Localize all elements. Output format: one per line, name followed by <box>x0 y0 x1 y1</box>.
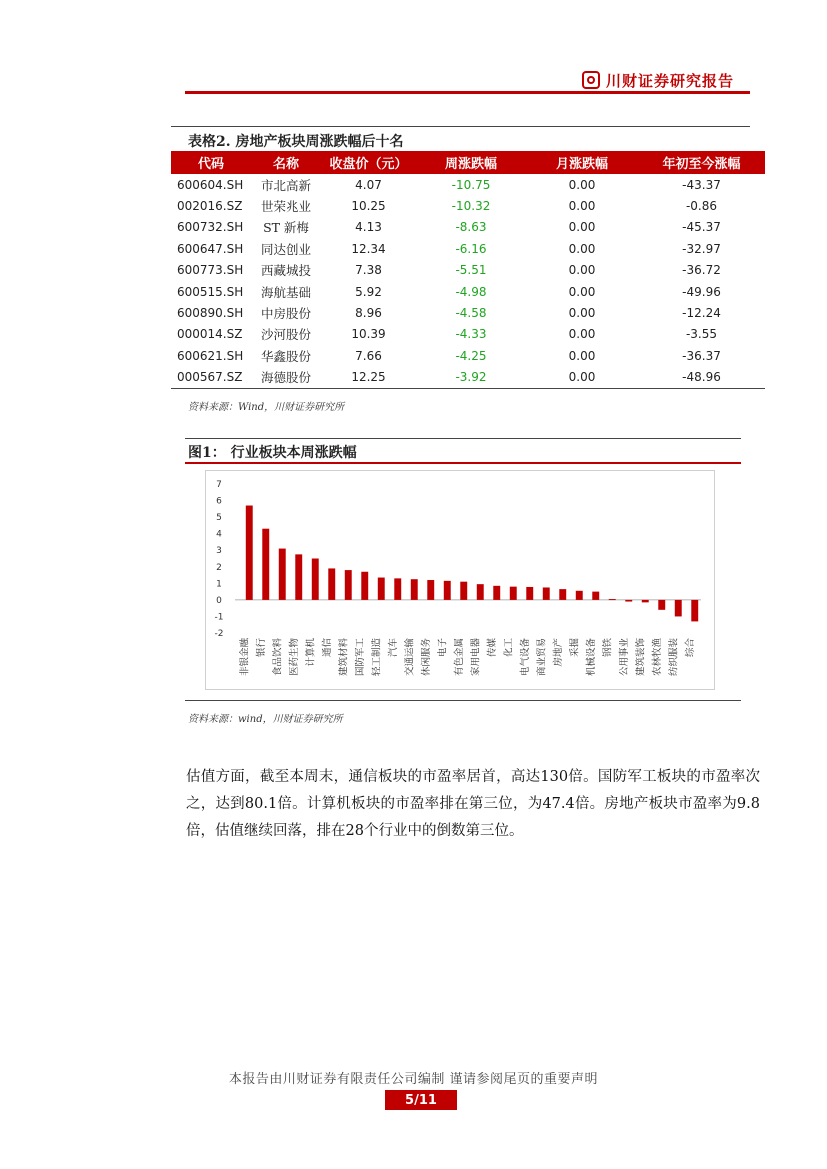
bar <box>295 554 302 600</box>
table-cell: 西藏城投 <box>260 263 311 279</box>
bar <box>543 587 550 599</box>
bar <box>592 592 599 600</box>
table-header-row <box>171 151 765 174</box>
table-top-rule <box>171 126 750 127</box>
bar <box>510 587 517 600</box>
category-label: 休闲服务 <box>420 638 432 677</box>
category-label: 公用事业 <box>618 638 630 677</box>
table-header-cell: 名称 <box>251 151 321 174</box>
category-label: 国防军工 <box>354 638 366 677</box>
table-cell: 沙河股份 <box>260 327 311 343</box>
table-cell: -4.98 <box>455 284 487 299</box>
table-header-cell: 月涨跌幅 <box>526 151 638 174</box>
table-cell: 000014.SZ <box>177 327 243 342</box>
category-label: 电子 <box>437 638 449 658</box>
bar <box>312 559 319 600</box>
table-cell: -45.37 <box>682 220 721 235</box>
category-label: 纺织服装 <box>668 638 680 677</box>
category-label: 电气设备 <box>519 638 531 677</box>
table-cell: 0.00 <box>568 177 596 192</box>
category-label: 机械设备 <box>585 638 597 677</box>
table-cell: -8.63 <box>455 220 487 235</box>
table-cell: 600732.SH <box>177 220 244 235</box>
category-label: 化工 <box>503 638 515 658</box>
table-header-cell: 收盘价（元） <box>321 151 416 174</box>
table-cell: -48.96 <box>638 367 765 389</box>
table-row <box>171 324 765 345</box>
bar <box>262 529 269 600</box>
table-cell: -36.37 <box>682 348 721 363</box>
table-cell: 海德股份 <box>251 367 321 389</box>
table-cell: 0.00 <box>568 199 596 214</box>
brand-logo-icon <box>582 71 600 89</box>
table-cell: -4.33 <box>455 327 487 342</box>
y-tick-label: 2 <box>216 562 222 573</box>
category-label: 轻工制造 <box>371 638 383 677</box>
table-row <box>171 195 765 216</box>
valuation-paragraph: 估值方面，截至本周末，通信板块的市盈率居首，高达130倍。国防军工板块的市盈率次之，达到80.1倍。计算机板块的市盈率排在第三位，为47.4倍。房地产板块市盈率为9.8倍，估值继续回落，排在28个行业中的倒数第三位。 <box>186 769 760 839</box>
table-cell: 0.00 <box>568 263 596 278</box>
category-label: 银行 <box>255 638 267 658</box>
category-label: 采掘 <box>569 638 581 658</box>
table-cell: -0.86 <box>685 199 718 214</box>
bar <box>460 582 467 600</box>
category-label: 医药生物 <box>288 638 300 677</box>
table-cell: 0.00 <box>568 327 596 342</box>
category-label: 综合 <box>684 638 696 658</box>
table-cell: 0.00 <box>568 348 596 363</box>
table-cell: -49.96 <box>682 284 721 299</box>
table-cell: -3.55 <box>685 327 718 342</box>
figure-top-rule <box>185 438 741 439</box>
brand-name: 川财证券研究报告 <box>606 71 735 90</box>
category-label: 有色金属 <box>453 638 465 677</box>
category-label: 食品饮料 <box>272 638 284 677</box>
table-cell: 世荣兆业 <box>260 199 311 215</box>
table-cell: 600773.SH <box>177 263 244 278</box>
table-cell: -4.58 <box>455 306 487 321</box>
table-cell: 600621.SH <box>177 348 244 363</box>
category-label: 传媒 <box>486 638 498 658</box>
table-cell: 同达创业 <box>260 241 311 257</box>
figure-source-note: 资料来源：wind，川财证券研究所 <box>188 714 343 725</box>
bar <box>361 572 368 600</box>
table-title: 表格2. 房地产板块周涨跌幅后十名 <box>188 134 404 150</box>
table-cell: 10.25 <box>351 199 386 214</box>
bar <box>691 600 698 622</box>
table-body <box>171 174 765 388</box>
table-cell: 600890.SH <box>177 306 244 321</box>
bar <box>675 600 682 617</box>
bar <box>493 586 500 600</box>
y-tick-label: 1 <box>216 579 222 590</box>
table-row <box>171 260 765 281</box>
bar <box>246 506 253 600</box>
table-row <box>171 174 765 195</box>
table-cell: 600515.SH <box>177 284 244 299</box>
y-tick-label: 5 <box>216 513 222 524</box>
table-header-cell: 周涨跌幅 <box>416 151 526 174</box>
table-cell: -43.37 <box>682 177 721 192</box>
figure-title-rule <box>185 462 741 464</box>
table-cell: 600604.SH <box>177 177 244 192</box>
page-number: 5/11 <box>385 1090 457 1110</box>
table-cell: 7.38 <box>355 263 382 278</box>
table-cell: 华鑫股份 <box>260 348 311 364</box>
table-cell: 0.00 <box>568 241 596 256</box>
table-row <box>171 281 765 302</box>
category-label: 房地产 <box>552 638 564 667</box>
table-row <box>171 302 765 323</box>
y-tick-label: 6 <box>216 496 222 507</box>
table-cell: 10.39 <box>351 327 386 342</box>
table-cell: 0.00 <box>568 306 596 321</box>
table-cell: 12.25 <box>321 367 416 389</box>
table-row <box>171 367 765 389</box>
header-divider <box>185 91 750 94</box>
bar <box>345 570 352 600</box>
category-label: 交通运输 <box>404 638 416 677</box>
bar <box>576 591 583 600</box>
bar <box>559 589 566 600</box>
category-label: 通信 <box>321 638 333 658</box>
category-label: 钢铁 <box>602 638 614 658</box>
table-cell: -10.75 <box>451 177 491 192</box>
sector-weekly-change-chart <box>205 470 715 690</box>
bar <box>658 600 665 610</box>
table-cell: 中房股份 <box>260 306 311 322</box>
table-row <box>171 217 765 238</box>
bar <box>411 579 418 600</box>
bar <box>279 549 286 600</box>
stock-decline-table <box>171 151 765 389</box>
bar <box>444 581 451 600</box>
y-tick-label: 7 <box>216 480 222 490</box>
bar <box>526 587 533 600</box>
bar <box>625 600 632 602</box>
y-tick-label: -2 <box>214 629 224 639</box>
table-cell: 0.00 <box>568 284 596 299</box>
table-source-note: 资料来源：Wind，川财证券研究所 <box>188 402 345 413</box>
y-tick-label: 0 <box>216 595 222 606</box>
category-label: 农林牧渔 <box>651 638 663 677</box>
table-header-cell: 年初至今涨幅 <box>638 151 765 174</box>
table-cell: 12.34 <box>351 241 386 256</box>
table-cell: ST 新梅 <box>263 220 309 236</box>
table-cell: 4.13 <box>355 220 382 235</box>
category-label: 建筑装饰 <box>635 638 647 677</box>
table-row <box>171 238 765 259</box>
bar <box>378 578 385 600</box>
table-cell: 7.66 <box>355 348 382 363</box>
y-tick-label: -1 <box>214 612 224 623</box>
table-cell: -4.25 <box>455 348 487 363</box>
table-cell: 0.00 <box>526 367 638 389</box>
table-row <box>171 345 765 366</box>
table-cell: 市北高新 <box>260 177 311 193</box>
table-cell: 600647.SH <box>177 241 244 256</box>
bar <box>427 580 434 600</box>
table-cell: -10.32 <box>451 199 491 214</box>
y-tick-label: 4 <box>216 529 222 540</box>
category-label: 建筑材料 <box>338 638 350 677</box>
table-cell: 4.07 <box>355 177 382 192</box>
table-cell: -3.92 <box>416 367 526 389</box>
category-label: 计算机 <box>305 638 317 667</box>
bar <box>642 600 649 602</box>
bar <box>328 568 335 599</box>
category-label: 汽车 <box>387 638 399 658</box>
table-cell: -36.72 <box>682 263 721 278</box>
brand-header <box>582 69 734 91</box>
bar <box>394 578 401 600</box>
bar <box>609 599 616 600</box>
table-cell: -5.51 <box>455 263 487 278</box>
table-cell: 5.92 <box>355 284 382 299</box>
footer-disclaimer: 本报告由川财证券有限责任公司编制 谨请参阅尾页的重要声明 <box>228 1072 599 1087</box>
figure-title: 图1： 行业板块本周涨跌幅 <box>188 445 357 461</box>
table-cell: 海航基础 <box>260 284 311 300</box>
table-cell: -6.16 <box>455 241 487 256</box>
figure-bottom-rule <box>185 700 741 701</box>
category-label: 家用电器 <box>470 638 482 677</box>
table-header-cell: 代码 <box>171 151 251 174</box>
table-cell: 002016.SZ <box>177 199 243 214</box>
y-tick-label: 3 <box>216 546 222 557</box>
table-cell: -32.97 <box>682 241 721 256</box>
bar <box>477 584 484 600</box>
table-cell: 0.00 <box>568 220 596 235</box>
table-cell: 000567.SZ <box>171 367 251 389</box>
table-cell: 8.96 <box>355 306 382 321</box>
category-label: 商业贸易 <box>536 638 548 677</box>
category-label: 非银金融 <box>239 638 251 677</box>
table-cell: -12.24 <box>682 306 721 321</box>
